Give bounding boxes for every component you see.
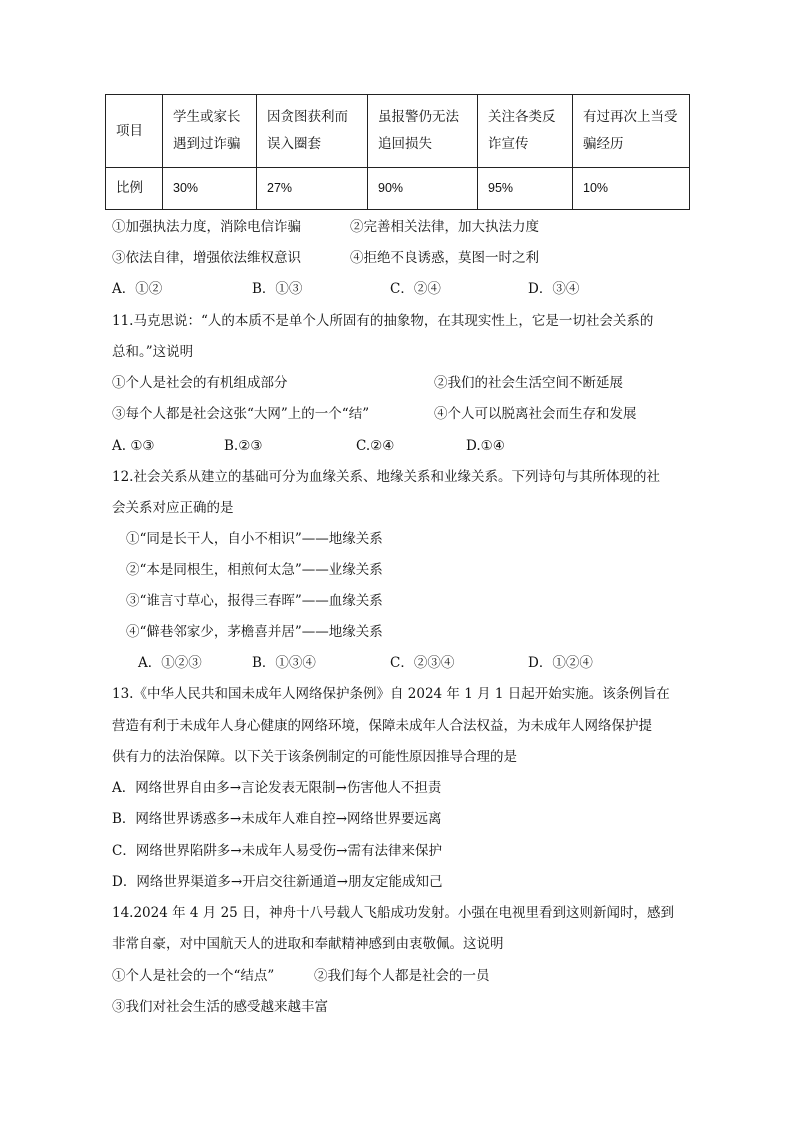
q10-option-3: ③依法自律，增强依法维权意识 (112, 250, 301, 266)
q14-stem-line-2: 非常自豪，对中国航天人的进取和奉献精神感到由衷敬佩。这说明 (112, 936, 504, 952)
q10-choice-d: D．③④ (528, 281, 580, 297)
survey-table (105, 94, 690, 210)
q11-choice-a: A. ①③ (112, 438, 155, 454)
table-cell: 30% (163, 168, 257, 210)
q14-option-1: ①个人是社会的一个“结点” (112, 968, 275, 984)
table-row-label: 比例 (106, 168, 163, 210)
q10-choice-c: C．②④ (390, 281, 441, 297)
q13-stem-line-3: 供有力的法治保障。以下关于该条例制定的可能性原因推导合理的是 (112, 749, 517, 765)
q11-choice-d: D.①④ (466, 438, 505, 454)
q13-stem-line-1: 13.《中华人民共和国未成年人网络保护条例》自 2024 年 1 月 1 日起开始实施。该条例旨在 (112, 686, 670, 702)
q12-choice-b: B．①③④ (252, 655, 316, 671)
q11-option-4: ④个人可以脱离社会而生存和发展 (434, 406, 637, 422)
table-cell: 95% (478, 168, 573, 210)
q12-stem-line-1: 12.社会关系从建立的基础可分为血缘关系、地缘关系和业缘关系。下列诗句与其所体现的社 (112, 469, 660, 485)
q12-stem-line-2: 会关系对应正确的是 (112, 500, 234, 516)
table-cell: 90% (368, 168, 478, 210)
q10-option-1: ①加强执法力度，消除电信诈骗 (112, 219, 301, 235)
q10-choice-b: B．①③ (252, 281, 303, 297)
q12-option-2: ②“本是同根生，相煎何太急”——业缘关系 (126, 562, 383, 578)
table-header-cell: 关注各类反诈宣传 (478, 95, 573, 168)
q13-option-c: C．网络世界陷阱多→未成年人易受伤→需有法律来保护 (112, 843, 442, 859)
table-header-cell: 学生或家长遇到过诈骗 (163, 95, 257, 168)
q11-option-1: ①个人是社会的有机组成部分 (112, 375, 288, 391)
q14-stem-line-1: 14.2024 年 4 月 25 日，神舟十八号载人飞船成功发射。小强在电视里看到这则新闻时，感到 (112, 905, 675, 921)
table-header-cell: 虽报警仍无法追回损失 (368, 95, 478, 168)
q12-option-3: ③“谁言寸草心，报得三春晖”——血缘关系 (126, 593, 383, 609)
q11-stem-line-1: 11.马克思说：“人的本质不是单个人所固有的抽象物，在其现实性上，它是一切社会关系的 (112, 313, 654, 329)
table-header-cell: 项目 (106, 95, 163, 168)
table-header-cell: 有过再次上当受骗经历 (573, 95, 690, 168)
q13-option-b: B．网络世界诱惑多→未成年人难自控→网络世界要远离 (112, 811, 442, 827)
q12-choice-d: D．①②④ (528, 655, 593, 671)
q12-choice-a: A．①②③ (138, 655, 202, 671)
q14-option-3: ③我们对社会生活的感受越来越丰富 (112, 999, 328, 1015)
q13-stem-line-2: 营造有利于未成年人身心健康的网络环境，保障未成年人合法权益，为未成年人网络保护提 (112, 718, 652, 734)
q12-option-1: ①“同是长干人，自小不相识”——地缘关系 (126, 531, 383, 547)
q11-choice-b: B.②③ (224, 438, 263, 454)
q10-choice-a: A．①② (112, 281, 163, 297)
q11-option-2: ②我们的社会生活空间不断延展 (434, 375, 623, 391)
q13-option-a: A．网络世界自由多→言论发表无限制→伤害他人不担责 (112, 780, 442, 796)
q11-option-3: ③每个人都是社会这张“大网”上的一个“结” (112, 406, 370, 422)
q10-option-4: ④拒绝不良诱惑，莫图一时之利 (350, 250, 539, 266)
table-header-row (106, 95, 690, 168)
q12-option-4: ④“僻巷邻家少，茅檐喜并居”——地缘关系 (126, 624, 383, 640)
q12-choice-c: C．②③④ (390, 655, 455, 671)
table-cell: 10% (573, 168, 690, 210)
q11-stem-line-2: 总和。”这说明 (112, 344, 194, 360)
table-cell: 27% (257, 168, 368, 210)
q11-choice-c: C.②④ (356, 438, 395, 454)
q13-option-d: D．网络世界渠道多→开启交往新通道→朋友定能成知己 (112, 874, 443, 890)
table-row (106, 168, 690, 210)
q14-option-2: ②我们每个人都是社会的一员 (314, 968, 490, 984)
q10-option-2: ②完善相关法律，加大执法力度 (350, 219, 539, 235)
table-header-cell: 因贪图获利而误入圈套 (257, 95, 368, 168)
